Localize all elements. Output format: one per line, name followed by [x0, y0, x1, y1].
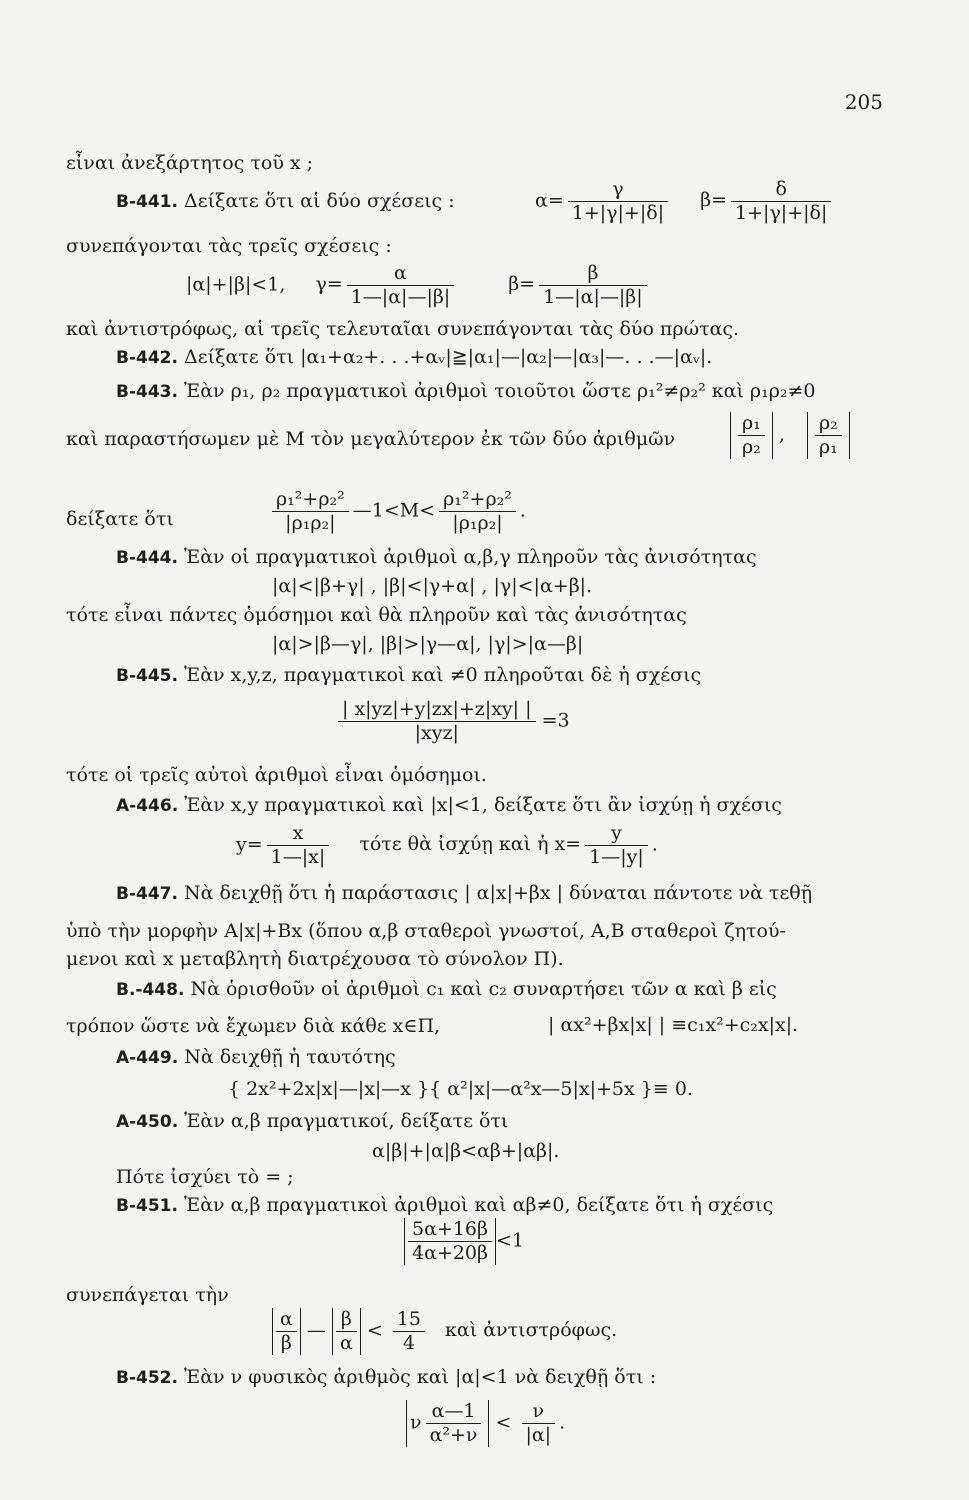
- denominator: 4α+20β: [408, 1241, 492, 1265]
- problem-450: [116, 1110, 508, 1132]
- abs-value: [406, 1400, 489, 1447]
- formula-lhs: γ=: [315, 273, 343, 296]
- problem-441: [116, 190, 455, 212]
- problem-label: B-441.: [116, 192, 178, 212]
- fraction: [815, 412, 842, 459]
- numerator: 5α+16β: [412, 1218, 488, 1240]
- formula-part: καὶ ἀντιστρόφως.: [445, 1319, 618, 1342]
- problem-text: Ἐὰν x,y,z, πραγματικοὶ καὶ ≠0 πληροῦται δὲ ἡ σχέσις: [184, 664, 702, 686]
- problem-448: [116, 978, 777, 1000]
- denominator: α²+ν: [426, 1423, 482, 1447]
- fraction: [439, 488, 516, 535]
- formula-part: .: [651, 833, 658, 856]
- formula-441: [535, 178, 835, 225]
- numerator: ρ₂: [818, 412, 838, 434]
- problem-451: [116, 1194, 773, 1216]
- denominator: |α|: [522, 1423, 556, 1447]
- fraction: [568, 178, 668, 225]
- fraction: [408, 1218, 492, 1265]
- denominator: 4: [393, 1331, 425, 1355]
- fraction: [522, 1400, 556, 1447]
- formula-line: { 2x²+2x|x|—|x|—x }{ α²|x|—α²x—5|x|+5x }≡ 0.: [228, 1078, 693, 1100]
- problem-label: A-450.: [116, 1112, 179, 1132]
- problem-text: Δείξατε ὅτι |α₁+α₂+. . .+αᵥ|≧|α₁|—|α₂|—|α₃|—. . .—|αᵥ|.: [184, 346, 713, 368]
- formula-part: <1: [496, 1229, 525, 1252]
- fraction: [276, 1308, 297, 1355]
- numerator: α—1: [431, 1400, 476, 1422]
- abs-value: [730, 412, 773, 459]
- problem-label: B.-448.: [116, 980, 185, 1000]
- formula-part: ν: [410, 1411, 422, 1434]
- formula-line: |α|>|β—γ|, |β|>|γ—α|, |γ|>|α—β|: [272, 633, 584, 655]
- fraction: [267, 822, 330, 869]
- formula-part: |α|+|β|<1,: [186, 273, 286, 296]
- formula-part: .: [519, 499, 526, 522]
- denominator: ρ₁: [815, 435, 842, 459]
- problem-label: B-447.: [116, 884, 178, 904]
- problem-text: Νὰ ὁρισθοῦν οἱ ἀριθμοὶ c₁ καὶ c₂ συναρτήσει τῶν α καὶ β εἰς: [190, 978, 777, 1000]
- text-line: τότε οἱ τρεῖς αὐτοὶ ἀριθμοὶ εἶναι ὁμόσημοι.: [66, 764, 487, 786]
- problem-449: [116, 1046, 396, 1068]
- page-number: 205: [844, 90, 883, 114]
- formula-443b: [730, 412, 850, 459]
- text-line: εἶναι ἀνεξάρτητος τοῦ x ;: [66, 152, 314, 174]
- problem-text: Ἐὰν α,β πραγματικοί, δείξατε ὅτι: [184, 1110, 509, 1132]
- text-line: τότε εἶναι πάντες ὁμόσημοι καὶ θὰ πληροῦν καὶ τὰς ἀνισότητας: [66, 604, 687, 626]
- formula-lhs: α=: [535, 189, 564, 212]
- problem-label: A-449.: [116, 1048, 179, 1068]
- separator: ,: [778, 423, 785, 446]
- problem-text: Ἐὰν α,β πραγματικοὶ ἀριθμοὶ καὶ αβ≠0, δείξατε ὅτι ἡ σχέσις: [184, 1194, 774, 1216]
- formula-part: τότε θὰ ἰσχύῃ καὶ ἡ x=: [359, 833, 582, 856]
- denominator: 1+|γ|+|δ|: [731, 201, 831, 225]
- text-line: μενοι καὶ x μεταβλητὴ διατρέχουσα τὸ σύνολον Π).: [66, 948, 564, 970]
- numerator: y: [611, 822, 622, 844]
- problem-444: [116, 546, 757, 568]
- formula-441c: [186, 262, 651, 309]
- numerator: δ: [775, 178, 787, 200]
- numerator: α: [394, 262, 407, 284]
- fraction: [336, 1308, 357, 1355]
- text-line: τρόπον ὥστε νὰ ἔχωμεν διὰ κάθε x∈Π,: [66, 1015, 441, 1037]
- denominator: 1—|y|: [585, 845, 648, 869]
- abs-value: [404, 1218, 496, 1265]
- denominator: β: [276, 1331, 297, 1355]
- numerator: | x|yz|+y|zx|+z|xy| |: [342, 698, 532, 720]
- formula-lhs: β=: [700, 189, 728, 212]
- text-line: δείξατε ὅτι: [66, 508, 174, 530]
- text-line: ὑπὸ τὴν μορφὴν A|x|+Bx (ὅπου α,β σταθεροὶ γνωστοί, A,B σταθεροὶ ζητού-: [66, 920, 786, 942]
- denominator: 1—|α|—|β|: [539, 285, 647, 309]
- numerator: ρ₁: [742, 412, 761, 434]
- problem-label: B-444.: [116, 548, 178, 568]
- problem-label: B-445.: [116, 666, 178, 686]
- problem-text: Ἐὰν x,y πραγματικοὶ καὶ |x|<1, δείξατε ὅτι ἂν ἰσχύῃ ἡ σχέσις: [184, 794, 782, 816]
- formula-443c: [268, 488, 526, 535]
- abs-value: [332, 1308, 361, 1355]
- problem-442: [116, 346, 712, 368]
- numerator: ν: [532, 1400, 545, 1422]
- formula-part: .: [559, 1411, 566, 1434]
- problem-text: Ἐὰν ρ₁, ρ₂ πραγματικοὶ ἀριθμοὶ τοιοῦτοι ὥστε ρ₁²≠ρ₂² καὶ ρ₁ρ₂≠0: [184, 380, 816, 402]
- formula-446: [236, 822, 658, 869]
- fraction: [426, 1400, 482, 1447]
- problem-text: Δείξατε ὅτι αἱ δύο σχέσεις :: [184, 190, 455, 212]
- numerator: β: [340, 1308, 352, 1330]
- fraction: [539, 262, 647, 309]
- formula-part: =3: [541, 709, 570, 732]
- fraction: [272, 488, 349, 535]
- formula-lhs: y=: [236, 833, 263, 856]
- text-line: καὶ παραστήσωμεν μὲ M τὸν μεγαλύτερον ἐκ τῶν δύο ἀριθμῶν: [66, 428, 676, 450]
- formula-445: [338, 698, 570, 745]
- problem-445: [116, 664, 701, 686]
- formula-451d: [272, 1308, 617, 1355]
- numerator: ρ₁²+ρ₂²: [443, 488, 512, 510]
- problem-447: [116, 882, 812, 904]
- fraction: [585, 822, 648, 869]
- formula-part: <: [366, 1319, 383, 1342]
- denominator: |xyz|: [338, 721, 536, 745]
- formula-line: | αx²+βx|x| | ≡c₁x²+c₂x|x|.: [548, 1014, 799, 1036]
- denominator: |ρ₁ρ₂|: [272, 511, 349, 535]
- numerator: γ: [612, 178, 624, 200]
- denominator: |ρ₁ρ₂|: [439, 511, 516, 535]
- numerator: x: [292, 822, 304, 844]
- problem-label: B-443.: [116, 382, 178, 402]
- formula-lhs: β=: [508, 273, 536, 296]
- formula-part: —1<M<: [352, 499, 436, 522]
- denominator: 1+|γ|+|δ|: [568, 201, 668, 225]
- problem-label: A-446.: [116, 796, 179, 816]
- formula-451: [404, 1218, 524, 1265]
- fraction: [347, 262, 455, 309]
- problem-text: Ἐὰν οἱ πραγματικοὶ ἀριθμοὶ α,β,γ πληροῦν τὰς ἀνισότητας: [184, 546, 757, 568]
- denominator: 1—|α|—|β|: [347, 285, 455, 309]
- abs-value: [807, 412, 850, 459]
- formula-part: —: [306, 1319, 326, 1342]
- problem-text: Ἐὰν ν φυσικὸς ἀριθμὸς καὶ |α|<1 νὰ δειχθῇ ὅτι :: [184, 1366, 657, 1388]
- denominator: ρ₂: [738, 435, 765, 459]
- text-line: συνεπάγονται τὰς τρεῖς σχέσεις :: [66, 235, 392, 257]
- numerator: α: [280, 1308, 293, 1330]
- formula-part: <: [495, 1411, 512, 1434]
- problem-452: [116, 1366, 656, 1388]
- fraction: [731, 178, 831, 225]
- text-line: Πότε ἰσχύει τὸ = ;: [116, 1166, 294, 1188]
- formula-452: [406, 1400, 565, 1447]
- fraction: [338, 698, 536, 745]
- formula-line: α|β|+|α|β<αβ+|αβ|.: [372, 1140, 560, 1162]
- numerator: ρ₁²+ρ₂²: [276, 488, 345, 510]
- text-line: συνεπάγεται τὴν: [66, 1284, 229, 1306]
- fraction: [393, 1308, 425, 1355]
- formula-line: |α|<|β+γ| , |β|<|γ+α| , |γ|<|α+β|.: [272, 575, 593, 597]
- problem-label: B-442.: [116, 348, 178, 368]
- fraction: [738, 412, 765, 459]
- denominator: α: [336, 1331, 357, 1355]
- text-line: καὶ ἀντιστρόφως, αἱ τρεῖς τελευταῖαι συνεπάγονται τὰς δύο πρώτας.: [66, 318, 740, 340]
- problem-label: B-452.: [116, 1368, 178, 1388]
- problem-443: [116, 380, 816, 402]
- problem-446: [116, 794, 782, 816]
- problem-text: Νὰ δειχθῇ ὅτι ἡ παράστασις | α|x|+βx | δύναται πάντοτε νὰ τεθῇ: [184, 882, 813, 904]
- abs-value: [272, 1308, 301, 1355]
- numerator: β: [587, 262, 599, 284]
- problem-text: Νὰ δειχθῇ ἡ ταυτότης: [184, 1046, 396, 1068]
- numerator: 15: [396, 1308, 421, 1330]
- problem-label: B-451.: [116, 1196, 178, 1216]
- denominator: 1—|x|: [267, 845, 330, 869]
